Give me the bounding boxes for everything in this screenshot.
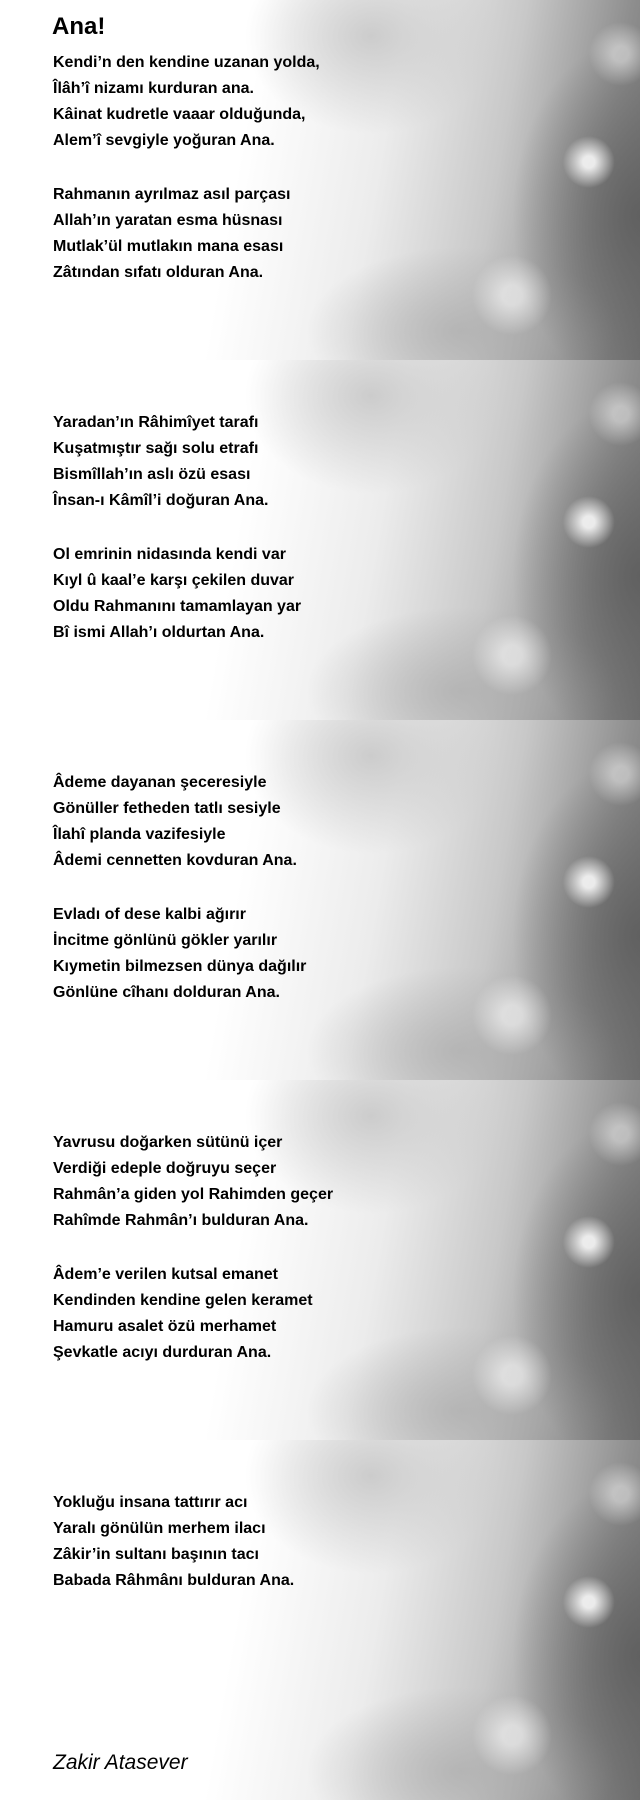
poem-panel-3 bbox=[0, 720, 640, 1080]
poem-line: Îlahî planda vazifesiyle bbox=[53, 826, 226, 843]
stanza-1 bbox=[53, 50, 320, 154]
poem-line: İncitme gönlünü gökler yarılır bbox=[53, 932, 278, 949]
poem-line: Însan-ı Kâmîl’i doğuran Ana. bbox=[53, 492, 269, 509]
poem-line: Babada Râhmânı bulduran Ana. bbox=[53, 1572, 295, 1589]
poem-panel-5 bbox=[0, 1440, 640, 1800]
poem-line: Âdemi cennetten kovduran Ana. bbox=[53, 852, 297, 869]
poem-line: Kendi’n den kendine uzanan yolda, bbox=[53, 54, 320, 71]
poem-line: Oldu Rahmanını tamamlayan yar bbox=[53, 598, 302, 615]
poem-panel-2 bbox=[0, 360, 640, 720]
poem-line: Alem’î sevgiyle yoğuran Ana. bbox=[53, 132, 275, 149]
poem-line: Gönüller fetheden tatlı sesiyle bbox=[53, 800, 281, 817]
poem-line: Mutlak’ül mutlakın mana esası bbox=[53, 238, 284, 255]
poem-line: Bî ismi Allah’ı oldurtan Ana. bbox=[53, 624, 265, 641]
poem-line: Bismîllah’ın aslı özü esası bbox=[53, 466, 251, 483]
poem-line: Kuşatmıştır sağı solu etrafı bbox=[53, 440, 259, 457]
poem-line: Hamuru asalet özü merhamet bbox=[53, 1318, 277, 1335]
poem-line: Zâtından sıfatı olduran Ana. bbox=[53, 264, 264, 281]
stanza-7 bbox=[53, 1130, 333, 1234]
stanza-2 bbox=[53, 182, 290, 286]
stanza-6 bbox=[53, 902, 306, 1006]
poem-line: Evladı of dese kalbi ağırır bbox=[53, 906, 246, 923]
poem-line: Şevkatle acıyı durduran Ana. bbox=[53, 1344, 272, 1361]
poem-line: Kıyl û kaal’e karşı çekilen duvar bbox=[53, 572, 295, 589]
poem-line: Îlâh’î nizamı kurduran ana. bbox=[53, 80, 254, 97]
poem-line: Rahîmde Rahmân’ı bulduran Ana. bbox=[53, 1212, 309, 1229]
stanza-4 bbox=[53, 542, 301, 646]
poem-line: Zâkir’in sultanı başının tacı bbox=[53, 1546, 259, 1563]
poem-panel-4 bbox=[0, 1080, 640, 1440]
poem-line: Verdiği edeple doğruyu seçer bbox=[53, 1160, 277, 1177]
poem-panel-1 bbox=[0, 0, 640, 360]
stanza-3 bbox=[53, 410, 268, 514]
poem-line: Âdeme dayanan şeceresiyle bbox=[53, 774, 267, 791]
poem-line: Yaradan’ın Râhimîyet tarafı bbox=[53, 414, 259, 431]
poem-line: Âdem’e verilen kutsal emanet bbox=[53, 1266, 278, 1283]
poem-author: Zakir Atasever bbox=[53, 1751, 188, 1774]
poem-line: Yokluğu insana tattırır acı bbox=[53, 1494, 248, 1511]
poem-line: Kendinden kendine gelen keramet bbox=[53, 1292, 313, 1309]
poem-line: Gönlüne cîhanı dolduran Ana. bbox=[53, 984, 280, 1001]
poem-line: Kıymetin bilmezsen dünya dağılır bbox=[53, 958, 307, 975]
poem-line: Yaralı gönülün merhem ilacı bbox=[53, 1520, 266, 1537]
poem-line: Rahmân’a giden yol Rahimden geçer bbox=[53, 1186, 334, 1203]
poem-line: Yavrusu doğarken sütünü içer bbox=[53, 1134, 283, 1151]
poem-title: Ana! bbox=[52, 13, 106, 40]
stanza-9 bbox=[53, 1490, 294, 1594]
poem-line: Rahmanın ayrılmaz asıl parçası bbox=[53, 186, 291, 203]
poem-line: Allah’ın yaratan esma hüsnası bbox=[53, 212, 283, 229]
poem-line: Kâinat kudretle vaaar olduğunda, bbox=[53, 106, 306, 123]
poem-line: Ol emrinin nidasında kendi var bbox=[53, 546, 286, 563]
stanza-8 bbox=[53, 1262, 313, 1366]
stanza-5 bbox=[53, 770, 297, 874]
